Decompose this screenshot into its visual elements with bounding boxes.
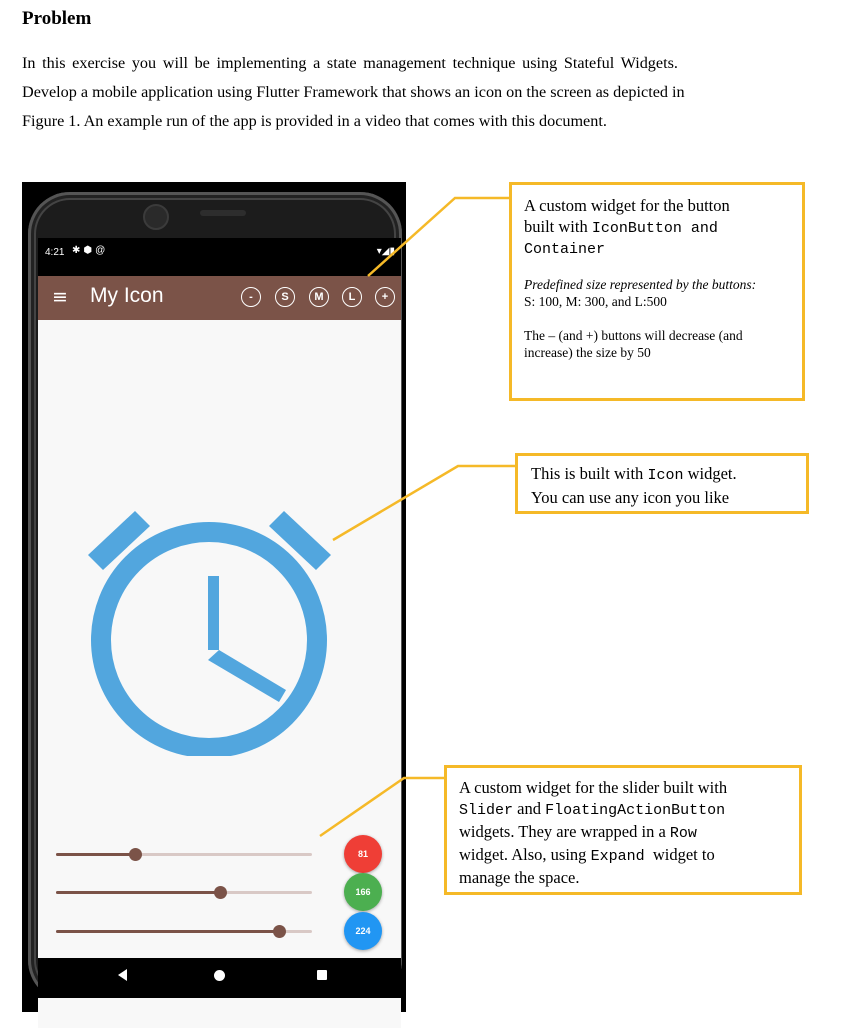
slider-value-button[interactable]: 166 — [344, 873, 382, 911]
page-heading: Problem — [22, 8, 92, 29]
button-widget-callout — [509, 182, 805, 401]
menu-icon[interactable]: ≡ — [52, 286, 68, 308]
callout-text: built with IconButton and — [524, 217, 718, 237]
app-title: My Icon — [90, 284, 164, 307]
callout-text: widget. Also, using Expand widget to — [459, 845, 715, 865]
callout-text: manage the space. — [459, 868, 580, 887]
slider-widget-callout — [444, 765, 802, 895]
slider-value-button[interactable]: 224 — [344, 912, 382, 950]
callout-text: increase) the size by 50 — [524, 345, 651, 360]
settings-icon: ✱ — [72, 245, 84, 256]
paragraph-line: Develop a mobile application using Flutter Framework that shows an icon on the screen as depicted in — [22, 83, 685, 101]
size-medium-button[interactable]: M — [309, 287, 329, 307]
callout-text: This is built with Icon widget. — [531, 464, 737, 484]
callout-text: widgets. They are wrapped in a Row — [459, 822, 697, 842]
callout-sizes: S: 100, M: 300, and L:500 — [524, 294, 667, 309]
size-small-button[interactable]: S — [275, 287, 295, 307]
callout-text: A custom widget for the button — [524, 196, 730, 215]
signal-battery-indicator: ▾◢▮ — [376, 246, 395, 257]
slider-value-button[interactable]: 81 — [344, 835, 382, 873]
paragraph-line: In this exercise you will be implementing a state management technique using Stateful Widgets. — [22, 54, 678, 72]
increase-size-button[interactable]: + — [375, 287, 395, 307]
callout-text: The – (and +) buttons will decrease (and — [524, 328, 743, 343]
callout-text: You can use any icon you like — [531, 488, 730, 507]
callout-code: Container — [524, 241, 606, 258]
decrease-size-button[interactable]: - — [241, 287, 261, 307]
icon-widget-callout — [515, 453, 809, 514]
size-large-button[interactable]: L — [342, 287, 362, 307]
shield-icon: ⬢ — [83, 245, 96, 256]
paragraph-line: Figure 1. An example run of the app is provided in a video that comes with this document. — [22, 112, 607, 130]
at-icon: @ — [95, 245, 109, 256]
status-time: 4:21 — [45, 247, 65, 258]
callout-italic: Predefined size represented by the buttons: — [524, 277, 757, 292]
callout-text: A custom widget for the slider built with — [459, 778, 728, 797]
callout-text: Slider and FloatingActionButton — [459, 799, 726, 819]
